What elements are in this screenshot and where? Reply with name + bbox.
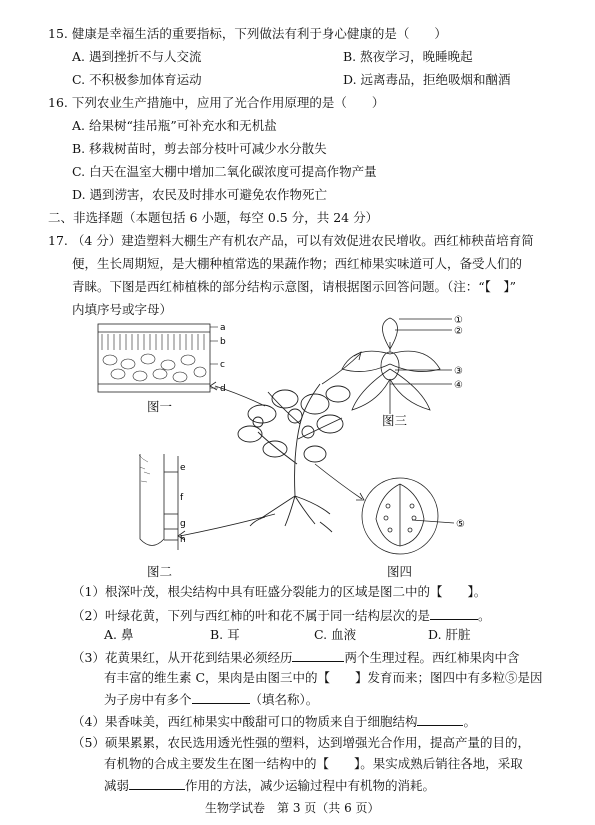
fig2-caption: 图二 <box>147 564 173 579</box>
section-heading: 二、非选择题（本题包括 6 小题，每空 0.5 分，共 24 分） <box>48 210 379 225</box>
flower-figure <box>342 318 452 414</box>
fig2-label-e: e <box>180 463 186 473</box>
fig3-label-4: ④ <box>454 380 463 391</box>
q15-option-d: D. 远离毒品，拒绝吸烟和酗酒 <box>343 72 511 87</box>
fig3-caption: 图三 <box>382 413 408 428</box>
q17-intro-line3: 青睐。下图是西红柿植株的部分结构示意图，请根据图示回答问题。（注：“【 】” <box>72 279 517 294</box>
answer-blank-3b[interactable] <box>192 691 250 704</box>
fig3-label-3: ③ <box>454 366 463 377</box>
q17-sub2: （2）叶绿花黄，下列与西红柿的叶和花不属于同一结构层次的是 。 <box>72 608 491 623</box>
q15-option-b: B. 熬夜学习，晚睡晚起 <box>343 49 473 64</box>
fig1-caption: 图一 <box>147 399 173 414</box>
page-footer: 生物学试卷 第 3 页（共 6 页） <box>205 801 380 815</box>
tomato-cross-section-figure <box>362 478 454 554</box>
q17-sub5-line1: （5）硕果累累，农民选用透光性强的塑料，达到增强光合作用，提高产量的目的， <box>72 735 530 750</box>
fig2-label-h: h <box>180 535 186 545</box>
tomato-plant-figure <box>238 384 350 532</box>
fig1-label-a: a <box>220 323 226 333</box>
q17-sub3-line1: （3）花黄果红，从开花到结果必须经历 两个生理过程。西红柿果肉中含 <box>72 650 520 665</box>
fig3-label-1: ① <box>454 315 463 326</box>
q17-intro-line2: 便，生长周期短，是大棚种植常选的果蔬作物；西红柿果实味道可人，备受人们的 <box>72 256 523 271</box>
q16-option-a: A. 给果树“挂吊瓶”可补充水和无机盐 <box>72 118 277 133</box>
q16-option-b: B. 移栽树苗时，剪去部分枝叶可减少水分散失 <box>72 141 327 156</box>
q17-sub2-option-c: C. 血液 <box>314 627 357 642</box>
answer-blank-2[interactable] <box>430 607 478 620</box>
q17-sub3-line3: 为子房中有多个 （填名称）。 <box>104 692 319 707</box>
tomato-plant-diagram <box>90 314 510 556</box>
q17-sub5-line3: 减弱 作用的方法，减少运输过程中有机物的消耗。 <box>104 778 436 793</box>
answer-blank-5[interactable] <box>129 777 185 790</box>
q17-sub2-option-d: D. 肝脏 <box>428 627 471 642</box>
q17-intro-line1: 17. （4 分）建造塑料大棚生产有机农产品，可以有效促进农民增收。西红柿秧苗培育简 <box>48 233 534 248</box>
q17-sub4: （4）果香味美，西红柿果实中酸甜可口的物质来自于细胞结构 。 <box>72 714 476 729</box>
fig4-caption: 图四 <box>387 564 413 579</box>
q17-sub3-line2: 有丰富的维生素 C，果肉是由图三中的【 】发育而来；图四中有多粒⑤是因 <box>104 670 543 685</box>
q15-option-a: A. 遇到挫折不与人交流 <box>72 49 202 64</box>
fig1-label-b: b <box>220 337 226 347</box>
q17-sub1: （1）根深叶茂，根尖结构中具有旺盛分裂能力的区域是图二中的【 】。 <box>72 584 487 599</box>
fig3-label-2: ② <box>454 326 463 337</box>
q15-option-c: C. 不积极参加体育运动 <box>72 72 202 87</box>
fig2-label-g: g <box>180 519 186 529</box>
answer-blank-3a[interactable] <box>292 649 344 662</box>
q17-sub2-option-a: A. 鼻 <box>104 627 134 642</box>
q16-option-c: C. 白天在温室大棚中增加二氧化碳浓度可提高作物产量 <box>72 164 377 179</box>
answer-blank-4[interactable] <box>417 713 463 726</box>
q16-stem: 16. 下列农业生产措施中，应用了光合作用原理的是（ ） <box>48 95 385 110</box>
q17-sub2-option-b: B. 耳 <box>210 627 240 642</box>
root-tip-figure <box>139 454 178 550</box>
fig1-label-d: d <box>220 384 226 394</box>
fig4-label-5: ⑤ <box>456 519 465 530</box>
q17-intro-line4: 内填序号或字母） <box>72 302 173 317</box>
fig2-label-f: f <box>180 493 184 503</box>
q17-sub5-line2: 有机物的合成主要发生在图一结构中的【 】。果实成熟后销往各地，采取 <box>104 756 523 771</box>
fig1-label-c: c <box>220 360 225 370</box>
leaf-cross-section-figure <box>98 323 226 394</box>
q15-stem: 15. 健康是幸福生活的重要指标，下列做法有利于身心健康的是（ ） <box>48 26 447 41</box>
q16-option-d: D. 遇到涝害，农民及时排水可避免农作物死亡 <box>72 187 328 202</box>
